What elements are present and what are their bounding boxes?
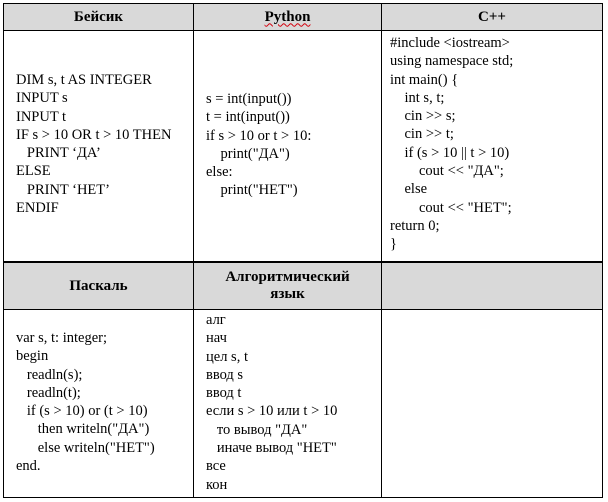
code-line: else — [390, 181, 428, 198]
code-line: цел s, t — [206, 348, 248, 365]
code-line: иначе вывод "НЕТ" — [206, 440, 337, 457]
code-line: PRINT ‘ДА’ — [16, 145, 101, 162]
code-line: алг — [206, 312, 226, 328]
code-line: else: — [206, 164, 233, 181]
code-line: end. — [16, 458, 41, 475]
code-line: return 0; — [390, 217, 440, 234]
code-line: readln(t); — [16, 384, 81, 401]
column-divider — [381, 4, 382, 497]
code-line: s = int(input()) — [206, 91, 292, 107]
code-line: ELSE — [16, 163, 51, 180]
code-line: все — [206, 458, 226, 475]
code-line: ввод s — [206, 366, 244, 383]
header-pascal — [4, 263, 193, 309]
python-code-block — [206, 90, 380, 200]
code-line: IF s > 10 OR t > 10 THEN — [16, 126, 172, 143]
code-line: #include <iostream> — [390, 35, 510, 51]
code-line: то вывод "ДА" — [206, 421, 308, 438]
code-line: t = int(input()) — [206, 109, 290, 126]
header-cpp-label: C++ — [478, 8, 506, 25]
header-cpp — [382, 4, 602, 30]
code-line: int main() { — [390, 71, 459, 88]
pascal-code-block — [16, 329, 192, 475]
code-line: cin >> t; — [390, 126, 454, 143]
code-line: if s > 10 or t > 10: — [206, 127, 312, 144]
code-line: var s, t: integer; — [16, 330, 108, 346]
code-line: ввод t — [206, 385, 242, 402]
algo-code-block — [206, 311, 380, 494]
code-line: } — [390, 236, 397, 253]
header-python-label: Python — [264, 8, 311, 25]
row-divider — [4, 30, 602, 31]
header-algo-label-line2: язык — [270, 286, 305, 302]
cpp-code-block — [390, 34, 600, 254]
header-basic — [4, 4, 193, 30]
code-line: if (s > 10) or (t > 10) — [16, 403, 148, 420]
column-divider — [193, 4, 194, 497]
code-line: cout << "НЕТ"; — [390, 199, 512, 216]
row-divider — [4, 309, 602, 310]
header-python — [194, 4, 381, 30]
code-line: print("НЕТ") — [206, 182, 298, 199]
code-line: INPUT s — [16, 90, 68, 107]
code-line: readln(s); — [16, 366, 83, 383]
code-line: begin — [16, 348, 49, 365]
code-line: print("ДА") — [206, 145, 290, 162]
code-line: cout << "ДА"; — [390, 163, 504, 180]
header-algo — [194, 263, 381, 309]
code-line: нач — [206, 330, 227, 347]
code-line: DIM s, t AS INTEGER — [16, 72, 152, 88]
code-line: then writeln("ДА") — [16, 421, 150, 438]
header-pascal-label: Паскаль — [69, 277, 128, 294]
code-line: else writeln("НЕТ") — [16, 439, 155, 456]
code-line: кон — [206, 476, 228, 493]
code-line: if (s > 10 || t > 10) — [390, 144, 510, 161]
code-line: int s, t; — [390, 89, 445, 106]
code-line: если s > 10 или t > 10 — [206, 403, 338, 420]
code-line: PRINT ‘НЕТ’ — [16, 181, 110, 198]
code-line: INPUT t — [16, 108, 67, 125]
header-algo-label-line1: Алгоритмический — [225, 269, 350, 285]
program-table — [3, 3, 603, 498]
header-basic-label: Бейсик — [73, 8, 124, 25]
header-empty — [382, 263, 602, 309]
code-line: ENDIF — [16, 200, 59, 217]
row-divider — [4, 261, 602, 263]
basic-code-block — [16, 71, 192, 217]
code-line: using namespace std; — [390, 53, 514, 70]
code-line: cin >> s; — [390, 108, 456, 125]
